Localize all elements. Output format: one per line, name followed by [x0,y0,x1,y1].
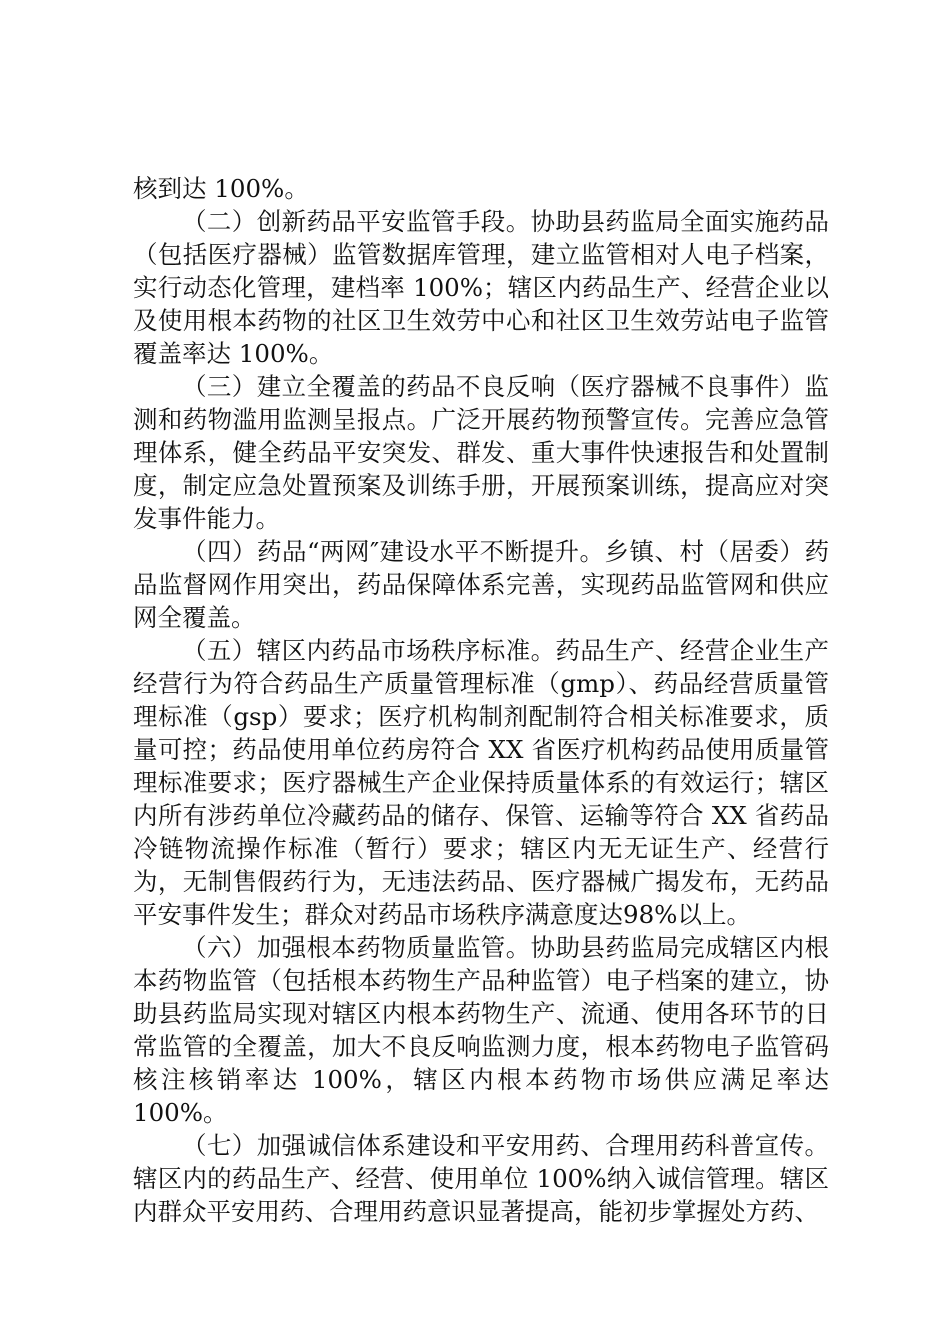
paragraph-continuation: 核到达 100%。 [133,174,309,203]
paragraph-5: （五）辖区内药品市场秩序标准。药品生产、经营企业生产经营行为符合药品生产质量管理标准（gmp）、药品经营质量管理标准（gsp）要求；医疗机构制剂配制符合相关标准要求，质量可控；药品使用单位药房符合 XX 省医疗机构药品使用质量管理标准要求；医疗器械生产企业保持质量体系的有效运行；辖区内所有涉药单位冷藏药品的储存、保管、运输等符合 XX 省药品冷链物流操作标准（暂行）要求；辖区内无无证生产、经营行为，无制售假药行为，无违法药品、医疗器械广揭发布，无药品平安事件发生；群众对药品市场秩序满意度达98%以上。 [133,636,829,929]
document-body [133,172,829,1228]
paragraph-6: （六）加强根本药物质量监管。协助县药监局完成辖区内根本药物监管（包括根本药物生产品种监管）电子档案的建立，协助县药监局实现对辖区内根本药物生产、流通、使用各环节的日常监管的全覆盖，加大不良反响监测力度，根本药物电子监管码核注核销率达 100%，辖区内根本药物市场供应满足率达 100%。 [133,933,829,1127]
paragraph-7: （七）加强诚信体系建设和平安用药、合理用药科普宣传。辖区内的药品生产、经营、使用单位 100%纳入诚信管理。辖区内群众平安用药、合理用药意识显著提高，能初步掌握处方药、 [133,1131,829,1226]
paragraph-2: （二）创新药品平安监管手段。协助县药监局全面实施药品（包括医疗器械）监管数据库管理，建立监管相对人电子档案，实行动态化管理，建档率 100%；辖区内药品生产、经营企业以及使用根本药物的社区卫生效劳中心和社区卫生效劳站电子监管覆盖率达 100%。 [133,207,829,368]
paragraph-4: （四）药品“两网″建设水平不断提升。乡镇、村（居委）药品监督网作用突出，药品保障体系完善，实现药品监管网和供应网全覆盖。 [133,537,829,632]
paragraph-3: （三）建立全覆盖的药品不良反响（医疗器械不良事件）监测和药物滥用监测呈报点。广泛开展药物预警宣传。完善应急管理体系，健全药品平安突发、群发、重大事件快速报告和处置制度，制定应急处置预案及训练手册，开展预案训练，提高应对突发事件能力。 [133,372,829,533]
